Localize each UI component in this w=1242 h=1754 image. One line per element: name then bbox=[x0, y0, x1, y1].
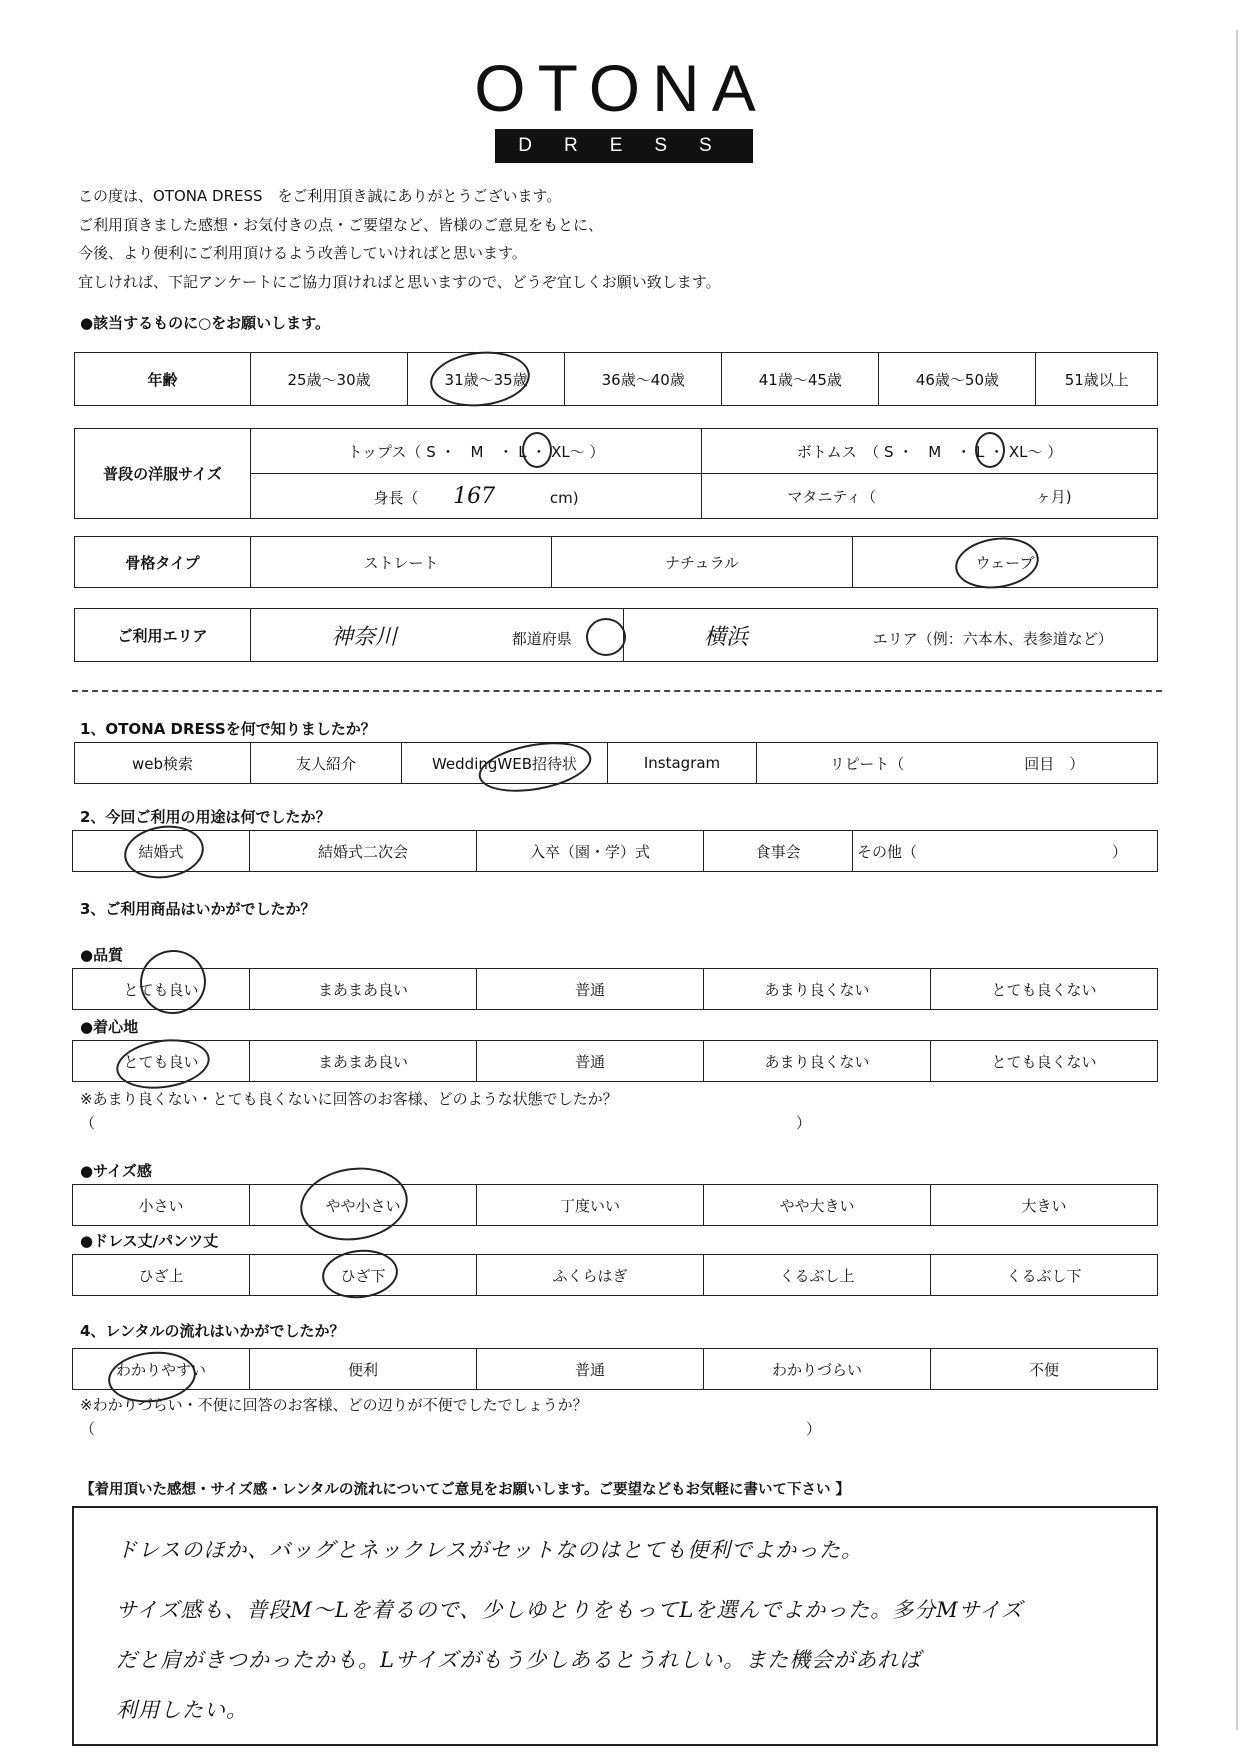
section-divider bbox=[72, 690, 1162, 692]
q2-option[interactable]: 入卒（園・学）式 bbox=[477, 831, 704, 872]
age-label: 年齢 bbox=[75, 353, 251, 406]
length-option[interactable]: くるぶし下 bbox=[931, 1255, 1158, 1296]
age-option[interactable]: 51歳以上 bbox=[1036, 353, 1158, 406]
q1-option-selected[interactable]: WeddingWEB招待状 bbox=[402, 743, 608, 784]
age-option[interactable]: 25歳～30歳 bbox=[251, 353, 408, 406]
age-option[interactable]: 46歳～50歳 bbox=[879, 353, 1036, 406]
q3-title: 3、ご利用商品はいかがでしたか？ bbox=[80, 900, 316, 918]
city-value[interactable]: 横浜 bbox=[704, 624, 749, 650]
quality-label: ●品質 bbox=[80, 946, 124, 964]
q2-table bbox=[72, 830, 1158, 872]
bad-answer-note: ※あまり良くない・とても良くないに回答のお客様、どのような状態でしたか？ bbox=[80, 1090, 618, 1108]
q4-table bbox=[72, 1348, 1158, 1390]
rental-note: ※わかりづらい・不便に回答のお客様、どの辺りが不便でしたでしょうか？ bbox=[80, 1396, 588, 1414]
body-type-option-selected[interactable]: ウェーブ bbox=[853, 537, 1158, 588]
size-label: 普段の洋服サイズ bbox=[75, 429, 251, 519]
scan-edge-line bbox=[1236, 30, 1238, 1730]
maternity-label: マタニティ（ bbox=[787, 487, 877, 506]
logo-dress: DRESS bbox=[495, 129, 753, 163]
fit-option-selected[interactable]: やや小さい bbox=[250, 1185, 477, 1226]
comfort-option[interactable]: 普通 bbox=[477, 1041, 704, 1082]
q2-option[interactable]: その他（ ） bbox=[853, 831, 1158, 872]
selection-circle bbox=[522, 432, 552, 468]
q4-option[interactable]: 便利 bbox=[250, 1349, 477, 1390]
comfort-option-selected[interactable]: とても良い bbox=[73, 1041, 250, 1082]
length-option[interactable]: ふくらはぎ bbox=[477, 1255, 704, 1296]
q4-option[interactable]: 普通 bbox=[477, 1349, 704, 1390]
q1-table bbox=[74, 742, 1158, 784]
selection-circle bbox=[296, 1161, 413, 1247]
age-option-selected[interactable]: 31歳～35歳 bbox=[408, 353, 565, 406]
q4-option[interactable]: 不便 bbox=[931, 1349, 1158, 1390]
length-table bbox=[72, 1254, 1158, 1296]
fit-option[interactable]: やや大きい bbox=[704, 1185, 931, 1226]
age-table bbox=[74, 352, 1158, 406]
fit-option[interactable]: 丁度いい bbox=[477, 1185, 704, 1226]
comment-line: ドレスのほか、バッグとネックレスがセットなのはとても便利でよかった。 bbox=[116, 1538, 864, 1562]
length-option-selected[interactable]: ひざ下 bbox=[250, 1255, 477, 1296]
comment-box[interactable] bbox=[72, 1506, 1158, 1746]
comment-line: だと肩がきつかったかも。Lサイズがもう少しあるとうれしい。また機会があれば bbox=[116, 1648, 922, 1672]
q2-title: 2、今回ご利用の用途は何でしたか？ bbox=[80, 808, 331, 826]
q2-option-selected[interactable]: 結婚式 bbox=[73, 831, 250, 872]
q2-option[interactable]: 食事会 bbox=[704, 831, 853, 872]
area-label: ご利用エリア bbox=[75, 609, 251, 662]
q4-title: 4、レンタルの流れはいかがでしたか？ bbox=[80, 1322, 345, 1340]
rental-paren-close: ） bbox=[806, 1420, 822, 1438]
prefecture-suffix: 都道府県 bbox=[511, 629, 572, 648]
height-unit: cm) bbox=[549, 488, 579, 507]
length-option[interactable]: くるぶし上 bbox=[704, 1255, 931, 1296]
fit-label: ●サイズ感 bbox=[80, 1162, 152, 1180]
quality-option-selected[interactable]: とても良い bbox=[73, 969, 250, 1010]
prefecture-cell bbox=[251, 609, 624, 662]
q1-option[interactable]: 友人紹介 bbox=[251, 743, 402, 784]
quality-option[interactable]: とても良くない bbox=[931, 969, 1158, 1010]
age-option[interactable]: 41歳～45歳 bbox=[722, 353, 879, 406]
comfort-option[interactable]: とても良くない bbox=[931, 1041, 1158, 1082]
bad-answer-paren-close: ） bbox=[796, 1114, 812, 1132]
selection-circle bbox=[586, 618, 626, 656]
intro-line: 今後、より便利にご利用頂けるよう改善していければと思います。 bbox=[78, 244, 527, 262]
selection-circle bbox=[975, 432, 1005, 468]
prefecture-value[interactable]: 神奈川 bbox=[331, 624, 398, 650]
q2-option[interactable]: 結婚式二次会 bbox=[250, 831, 477, 872]
q1-option[interactable]: Instagram bbox=[608, 743, 757, 784]
city-cell bbox=[624, 609, 1158, 662]
comment-line: 利用したい。 bbox=[116, 1698, 248, 1722]
q1-option[interactable]: web検索 bbox=[75, 743, 251, 784]
body-type-label: 骨格タイプ bbox=[75, 537, 251, 588]
q1-title: 1、OTONA DRESSを何で知りましたか？ bbox=[80, 720, 376, 738]
comfort-option[interactable]: あまり良くない bbox=[704, 1041, 931, 1082]
area-hint: エリア（例：六本木、表参道など） bbox=[872, 629, 1113, 648]
quality-option[interactable]: まあまあ良い bbox=[250, 969, 477, 1010]
intro-text bbox=[78, 182, 721, 296]
fit-option[interactable]: 小さい bbox=[73, 1185, 250, 1226]
fit-table bbox=[72, 1184, 1158, 1226]
intro-line: この度は、OTONA DRESS をご利用頂き誠にありがとうございます。 bbox=[78, 187, 562, 205]
body-type-option[interactable]: ナチュラル bbox=[552, 537, 853, 588]
tops-size-options[interactable]: トップス（ S ・ M ・ L ・ XL～ ） bbox=[251, 429, 702, 474]
quality-option[interactable]: あまり良くない bbox=[704, 969, 931, 1010]
fit-option[interactable]: 大きい bbox=[931, 1185, 1158, 1226]
height-label: 身長（ bbox=[373, 488, 419, 507]
comfort-option[interactable]: まあまあ良い bbox=[250, 1041, 477, 1082]
q1-option[interactable]: リピート（ 回目 ） bbox=[757, 743, 1158, 784]
length-label: ●ドレス丈/パンツ丈 bbox=[80, 1232, 219, 1250]
comment-title: 【着用頂いた感想・サイズ感・レンタルの流れについてご意見をお願いします。ご要望などもお気軽に書いて下さい 】 bbox=[80, 1482, 850, 1498]
comfort-table bbox=[72, 1040, 1158, 1082]
height-cell bbox=[251, 474, 702, 519]
height-value[interactable]: 167 bbox=[453, 483, 496, 509]
quality-option[interactable]: 普通 bbox=[477, 969, 704, 1010]
intro-line: 宜しければ、下記アンケートにご協力頂ければと思いますので、どうぞ宜しくお願い致します。 bbox=[78, 272, 721, 291]
maternity-unit: ヶ月) bbox=[1035, 487, 1072, 506]
circle-instruction: ●該当するものに○をお願いします。 bbox=[80, 314, 330, 332]
q4-option[interactable]: わかりづらい bbox=[704, 1349, 931, 1390]
intro-line: ご利用頂きました感想・お気付きの点・ご要望など、皆様のご意見をもとに、 bbox=[78, 215, 604, 234]
rental-paren-open: （ bbox=[80, 1420, 96, 1438]
body-type-option[interactable]: ストレート bbox=[251, 537, 552, 588]
age-option[interactable]: 36歳～40歳 bbox=[565, 353, 722, 406]
length-option[interactable]: ひざ上 bbox=[73, 1255, 250, 1296]
q4-option-selected[interactable]: わかりやすい bbox=[73, 1349, 250, 1390]
bad-answer-paren-open: （ bbox=[80, 1114, 96, 1132]
quality-table bbox=[72, 968, 1158, 1010]
logo-otona: OTONA bbox=[474, 51, 768, 125]
bottoms-size-options[interactable]: ボトムス （ S ・ M ・ L ・ XL～ ） bbox=[702, 429, 1158, 474]
comfort-label: ●着心地 bbox=[80, 1018, 139, 1036]
comment-line: サイズ感も、普段M～Lを着るので、少しゆとりをもってLを選んでよかった。多分Mサイズ bbox=[116, 1598, 1024, 1622]
maternity-cell bbox=[702, 474, 1158, 519]
